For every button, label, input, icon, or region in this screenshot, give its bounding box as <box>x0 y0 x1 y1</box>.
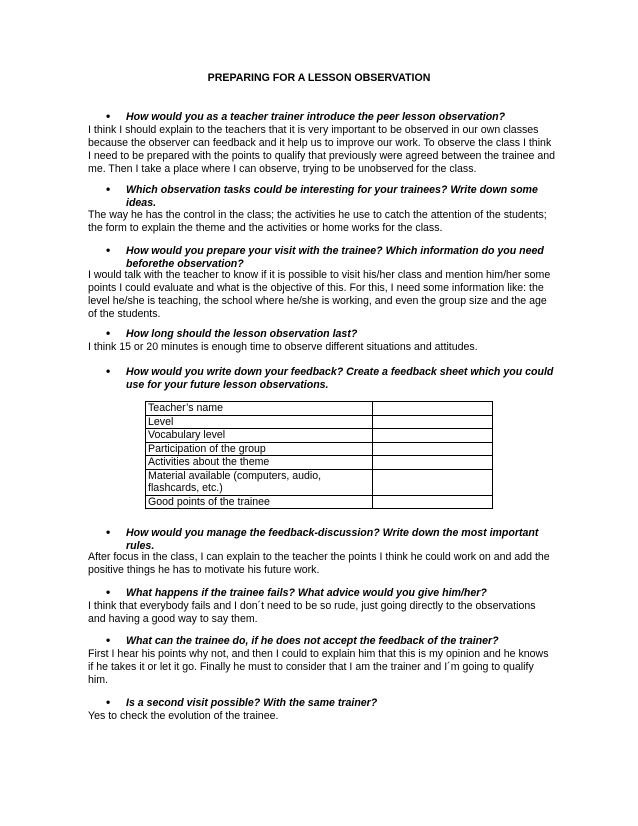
table-row <box>146 402 493 416</box>
table-cell-value <box>373 415 493 429</box>
question-7: What happens if the trainee fails? What advice would you give him/her? <box>126 587 487 599</box>
answer-2: The way he has the control in the class; the activities he use to catch the attention of the students; the form to explain the theme and the activities or home works for the class. <box>88 209 547 234</box>
bullet: • <box>106 695 111 709</box>
bullet: • <box>106 109 111 123</box>
question-9: Is a second visit possible? With the same trainer? <box>126 697 378 709</box>
answer-4: I think 15 or 20 minutes is enough time to observe different situations and attitudes. <box>88 341 478 353</box>
question-2: Which observation tasks could be interesting for your trainees? Write down some ideas. <box>126 184 538 209</box>
answer-6: After focus in the class, I can explain to the teacher the points I think he could work on and add the positive things he has to motivate his future work. <box>88 551 550 576</box>
table-cell-label: Activities about the theme <box>146 456 373 470</box>
feedback-sheet-table <box>145 401 493 509</box>
table-cell-label: Material available (computers, audio, flashcards, etc.) <box>146 469 373 495</box>
question-8: What can the trainee do, if he does not accept the feedback of the trainer? <box>126 635 499 647</box>
table-cell-value <box>373 442 493 456</box>
bullet: • <box>106 633 111 647</box>
table-cell-label: Teacher’s name <box>146 402 373 416</box>
bullet: • <box>106 243 111 257</box>
answer-3: I would talk with the teacher to know if it is possible to visit his/her class and mention him/her some points I could evaluate and what is the objective of this. For this, I need some information like: the level he/she is teaching, the school where he/she is working, and even the group size and the age of the students. <box>88 269 551 320</box>
table-cell-label: Participation of the group <box>146 442 373 456</box>
table-row <box>146 442 493 456</box>
bullet: • <box>106 182 111 196</box>
answer-7: I think that everybody fails and I don´t need to be so rude, just going directly to the observations and having a good way to say them. <box>88 600 536 625</box>
bullet: • <box>106 364 111 378</box>
table-cell-value <box>373 456 493 470</box>
table-cell-label: Vocabulary level <box>146 429 373 443</box>
question-3: How would you prepare your visit with the trainee? Which information do you need beforethe observation? <box>126 245 544 270</box>
table-cell-value <box>373 469 493 495</box>
question-5: How would you write down your feedback? Create a feedback sheet which you could use for your future lesson observations. <box>126 366 554 391</box>
bullet: • <box>106 585 111 599</box>
bullet: • <box>106 326 111 340</box>
table-row <box>146 415 493 429</box>
bullet: • <box>106 525 111 539</box>
table-row <box>146 456 493 470</box>
table-row <box>146 495 493 509</box>
table-cell-value <box>373 495 493 509</box>
table-cell-label: Level <box>146 415 373 429</box>
table-row <box>146 469 493 495</box>
answer-9: Yes to check the evolution of the trainee. <box>88 710 279 722</box>
question-1: How would you as a teacher trainer introduce the peer lesson observation? <box>126 111 506 123</box>
table-cell-label: Good points of the trainee <box>146 495 373 509</box>
table-cell-value <box>373 402 493 416</box>
answer-8: First I hear his points why not, and then I could to explain him that this is my opinion and he knows if he takes it or let it go. Finally he must to consider that I am the trainer and I´m going to qualify him. <box>88 648 549 686</box>
answer-1: I think I should explain to the teachers that it is very important to be observed in our own classes because the observer can feedback and it help us to improve our work. To observe the class I think I need to be prepared with the points to qualify that previously were agreed between the trainee and me. Then I take a place where I can observe, trying to be unobserved for the class. <box>88 124 556 175</box>
table-row <box>146 429 493 443</box>
table-cell-value <box>373 429 493 443</box>
question-6: How would you manage the feedback-discussion? Write down the most important rules. <box>126 527 539 552</box>
question-4: How long should the lesson observation last? <box>126 328 358 340</box>
page-title: PREPARING FOR A LESSON OBSERVATION <box>207 72 431 84</box>
